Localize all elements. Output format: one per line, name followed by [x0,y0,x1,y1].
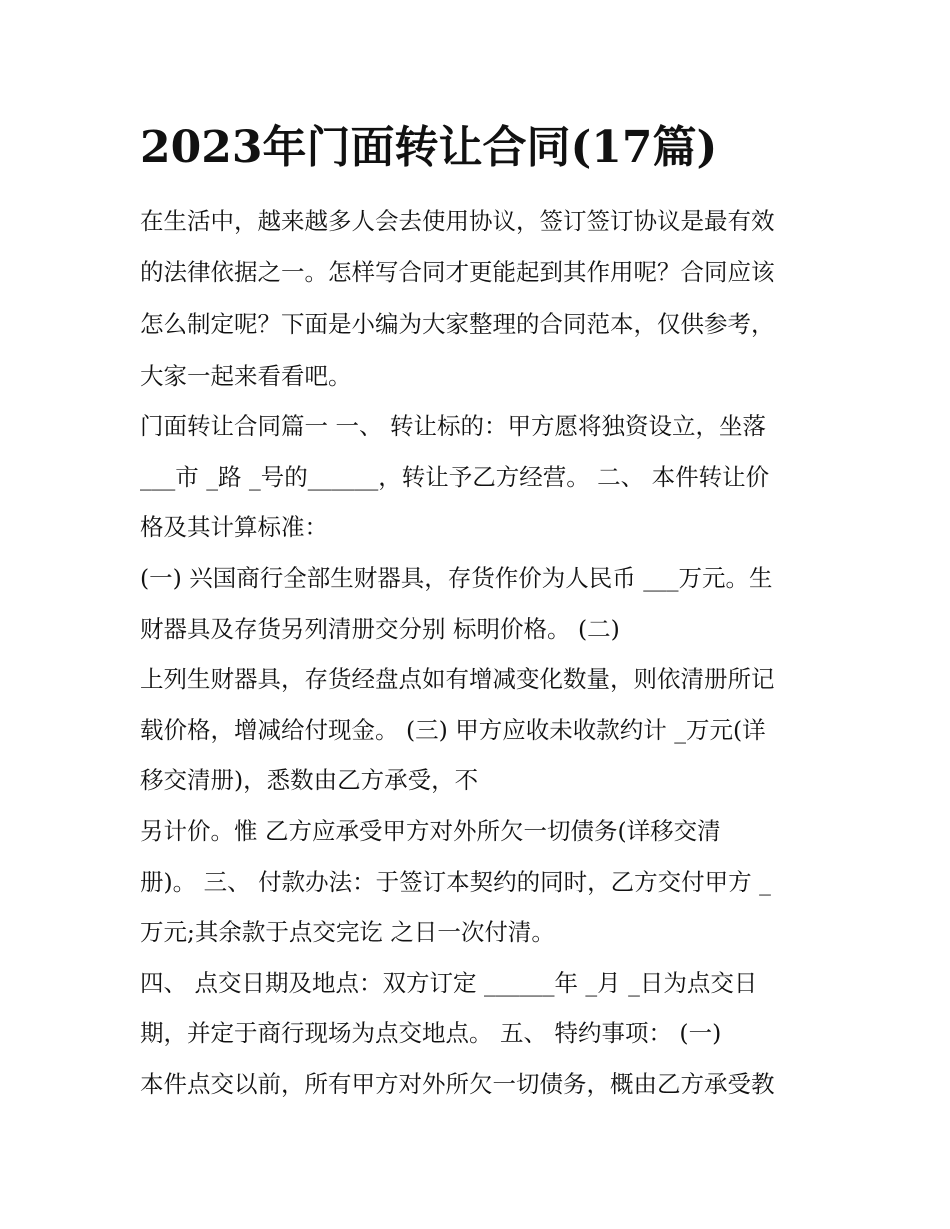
body-line-7: 格及其计算标准： [140,513,328,541]
body-line-11: 载价格，增减给付现金。 (三) 甲方应收未收款约计 _万元(详 [140,716,766,744]
body-line-6: ___市 _路 _号的______，转让予乙方经营。 二、 本件转让价 [140,463,770,491]
body-line-3: 怎么制定呢？下面是小编为大家整理的合同范本，仅供参考， [140,310,775,338]
body-line-12: 移交清册)，悉数由乙方承受，不 [140,766,479,794]
document-title: 2023年门面转让合同(17篇) [140,122,718,173]
body-line-1: 在生活中，越来越多人会去使用协议，签订签订协议是最有效 [140,207,775,235]
body-line-16: 四、 点交日期及地点：双方订定 ______年 _月 _日为点交日 [140,969,758,997]
body-line-10: 上列生财器具，存货经盘点如有增减变化数量，则依清册所记 [140,665,775,693]
body-line-4: 大家一起来看看吧。 [140,362,352,390]
body-line-9: 财器具及存货另列清册交分别 标明价格。 (二) [140,615,620,643]
body-line-17: 期，并定于商行现场为点交地点。 五、 特约事项： (一) [140,1019,722,1047]
body-line-5: 门面转让合同篇一 一、 转让标的：甲方愿将独资设立，坐落 [140,412,766,440]
body-line-13: 另计价。惟 乙方应承受甲方对外所欠一切债务(详移交清 [140,817,721,845]
body-line-14: 册)。 三、 付款办法：于签订本契约的同时，乙方交付甲方 _ [140,868,771,896]
body-line-18: 本件点交以前，所有甲方对外所欠一切债务，概由乙方承受教 [140,1070,775,1098]
body-line-2: 的法律依据之一。怎样写合同才更能起到其作用呢？合同应该 [140,258,775,286]
body-line-8: (一) 兴国商行全部生财器具，存货作价为人民币 ___万元。生 [140,564,773,592]
body-line-15: 万元;其余款于点交完讫 之日一次付清。 [140,918,555,946]
